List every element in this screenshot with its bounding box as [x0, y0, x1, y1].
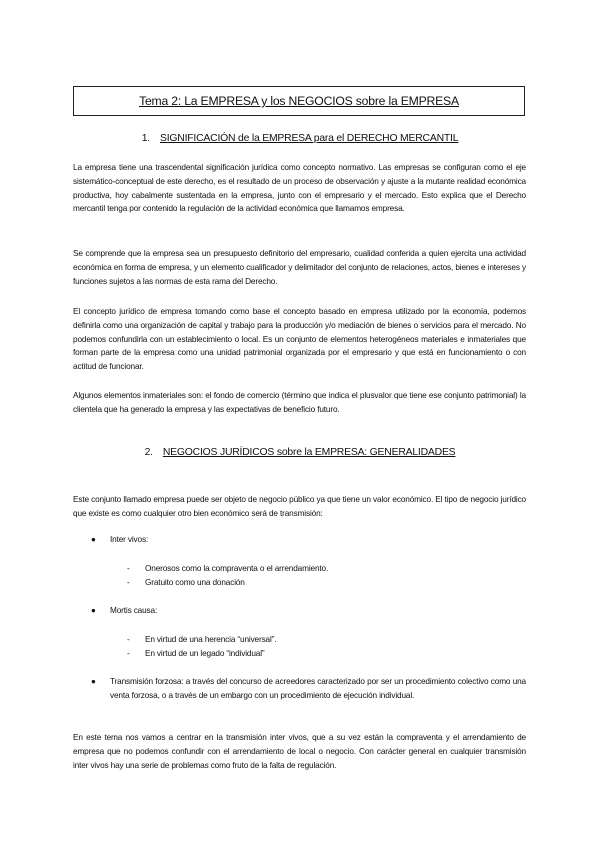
- dash-marker: -: [127, 635, 130, 644]
- bullet-marker: ●: [91, 677, 96, 686]
- section-2-number: 2.: [144, 447, 153, 458]
- bullet-marker: ●: [91, 535, 96, 544]
- section-1-paragraph-1: La empresa tiene una trascendental significación jurídica como concepto normativo. Las empresas se configuran como el eje sistemático-conceptual de este derecho, es el resultado de un proceso de observación y ajuste a la mutante realidad económica productiva, hoy cabalmente sustentada en la empresa, junto con el empresario y el mercado. Esto explica que el Derecho mercantil tenga por contenido la regulación de la actividad económica que llamamos empresa.: [73, 163, 526, 214]
- document-title: Tema 2: La EMPRESA y los NEGOCIOS sobre la EMPRESA: [139, 94, 459, 108]
- bullet-marker: ●: [91, 606, 96, 615]
- dash-marker: -: [127, 578, 130, 587]
- bullet-transmision-forzosa: Transmisión forzosa: a través del concurso de acreedores caracterizado por ser un procedimiento colectivo como una venta forzosa, o a través de un embargo con un procedimiento de ejecución individual.: [110, 677, 526, 700]
- section-1-heading: [0, 133, 600, 144]
- section-2-heading: [0, 447, 600, 458]
- section-1-paragraph-3: El concepto jurídico de empresa tomando como base el concepto basado en empresa utilizado por la economía, podemos definirla como una organización de capital y trabajo para la producción y/o mediación de bienes o servicios para el mercado. No podemos confundirla con un establecimiento o local. Es un conjunto de elementos heterogéneos materiales e inmateriales que forman parte de la empresa como una unidad patrimonial organizada por el empresario y que está en funcionamiento o con actitud de funcionar.: [73, 307, 526, 372]
- section-1-paragraph-4: Algunos elementos inmateriales son: el fondo de comercio (término que indica el plusvalor que tiene ese conjunto patrimonial) la clientela que ha generado la empresa y las expectativas de beneficio futuro.: [73, 391, 526, 414]
- title-box: [73, 86, 525, 116]
- section-1-title: SIGNIFICACIÓN de la EMPRESA para el DERECHO MERCANTIL: [159, 133, 459, 144]
- section-2-closing: En este tema nos vamos a centrar en la transmisión inter vivos, que a su vez están la compraventa y el arrendamiento de empresa que no podemos confundir con el arrendamiento de local o negocio. Con carácter general en cualquier transmisión inter vivos hay una serie de problemas como fruto de la falta de regulación.: [73, 733, 526, 770]
- section-2-title: NEGOCIOS JURÍDICOS sobre la EMPRESA: GENERALIDADES: [162, 447, 456, 458]
- sub-item: Gratuito como una donación: [145, 578, 245, 587]
- sub-item: En virtud de un legado “individual”: [145, 649, 265, 658]
- bullet-mortis-causa: Mortis causa:: [110, 606, 158, 615]
- dash-marker: -: [127, 649, 130, 658]
- sub-item: En virtud de una herencia “universal”.: [145, 635, 277, 644]
- section-1-paragraph-2: Se comprende que la empresa sea un presupuesto definitorio del empresario, cualidad conferida a quien ejercita una actividad económica en forma de empresa, y un elemento cualificador y delimitador del conjunto de relaciones, actos, bienes e intereses y funciones sujetos a las normas de esta rama del Derecho.: [73, 249, 526, 286]
- section-1-number: 1.: [141, 133, 150, 144]
- sub-item: Onerosos como la compraventa o el arrendamiento.: [145, 564, 329, 573]
- dash-marker: -: [127, 564, 130, 573]
- bullet-inter-vivos: Inter vivos:: [110, 535, 149, 544]
- section-2-intro: Este conjunto llamado empresa puede ser objeto de negocio público ya que tiene un valor económico. El tipo de negocio jurídico que existe es como cualquier otro bien económico será de transmisión:: [73, 495, 526, 518]
